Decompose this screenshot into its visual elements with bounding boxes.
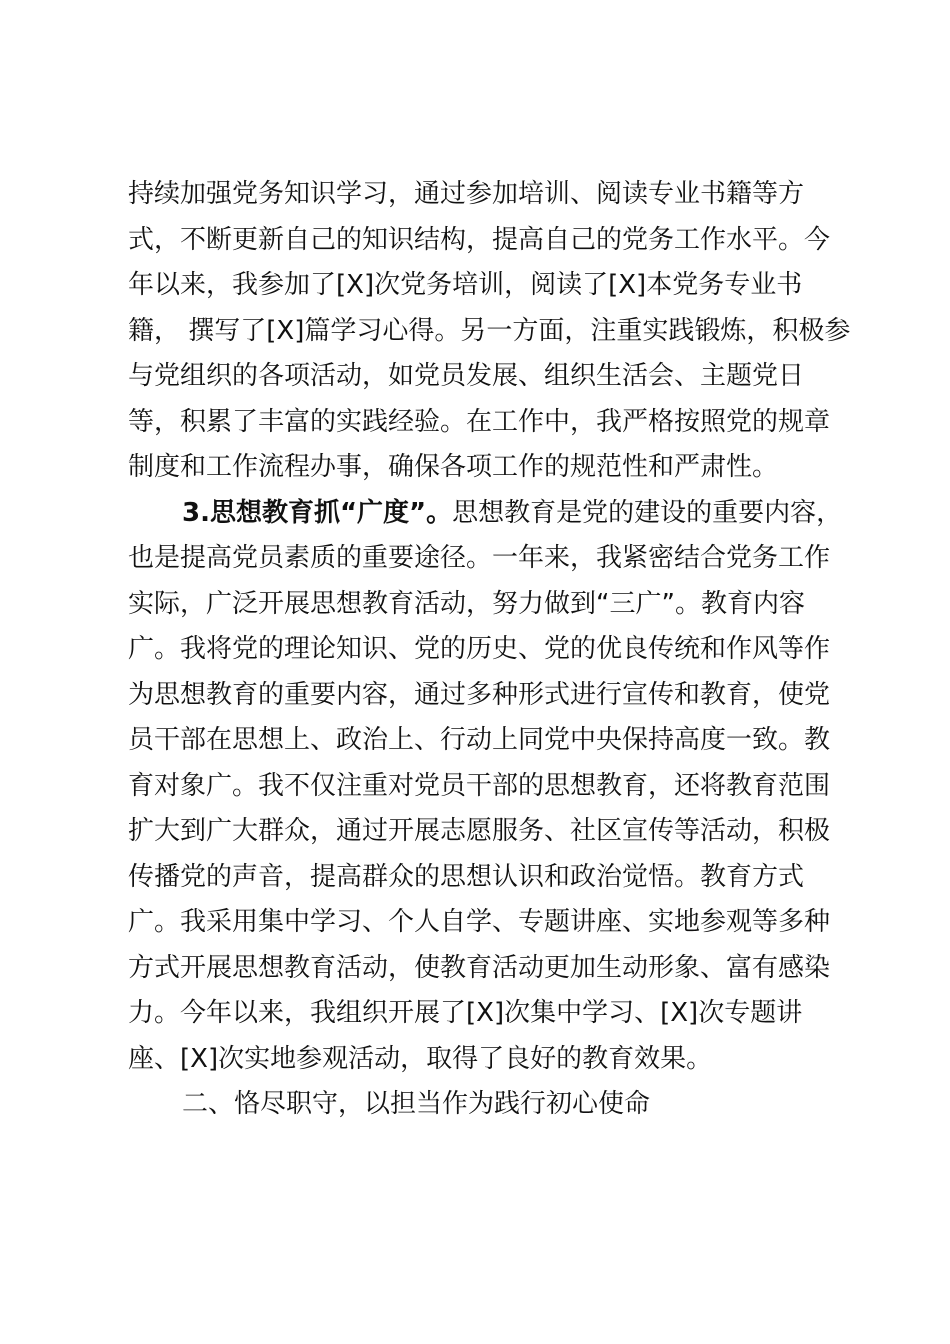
- text-line: 实际，广泛开展思想教育活动，努力做到“三广”。教育内容: [128, 588, 805, 619]
- section-heading: 二、恪尽职守，以担当作为践行初心使命: [182, 1089, 651, 1119]
- text-line: 也是提高党员素质的重要途径。一年来，我紧密结合党务工作: [128, 543, 831, 573]
- text-line: 广。我将党的理论知识、党的历史、党的优良传统和作风等作: [128, 634, 831, 664]
- text-line: 育对象广。我不仅注重对党员干部的思想教育，还将教育范围: [128, 770, 831, 801]
- text-line: 等，积累了丰富的实践经验。在工作中，我严格按照党的规章: [128, 406, 831, 437]
- paragraph-1: [128, 172, 851, 491]
- text-line: 为思想教育的重要内容，通过多种形式进行宣传和教育，使党: [128, 679, 831, 710]
- text-line: 扩大到广大群众，通过开展志愿服务、社区宣传等活动，积极: [128, 816, 831, 846]
- text-line: 方式开展思想教育活动，使教育活动更加生动形象、富有感染: [128, 952, 831, 983]
- paragraph-2: [128, 491, 843, 1083]
- paragraph-2-first-line: [128, 491, 843, 537]
- text-line: 制度和工作流程办事，确保各项工作的规范性和严肃性。: [128, 452, 779, 482]
- text-line: 座、[X]次实地参观活动，取得了良好的教育效果。: [128, 1043, 713, 1074]
- text-line: 持续加强党务知识学习，通过参加培训、阅读专业书籍等方: [128, 179, 805, 209]
- text-line: 力。今年以来，我组织开展了[X]次集中学习、[X]次专题讲: [128, 998, 803, 1028]
- text-segment: 思想教育是党的建设的重要内容，: [452, 497, 843, 528]
- document-body: [128, 172, 851, 1128]
- text-line: 式，不断更新自己的知识结构，提高自己的党务工作水平。今: [128, 224, 831, 255]
- text-line: 年以来，我参加了[X]次党务培训，阅读了[X]本党务专业书: [128, 270, 803, 300]
- text-line: 籍， 撰写了[X]篇学习心得。另一方面，注重实践锻炼，积极参: [128, 315, 851, 346]
- subsection-heading: 3.思想教育抓“广度”。: [182, 497, 453, 528]
- text-line: 与党组织的各项活动，如党员发展、组织生活会、主题党日: [128, 361, 805, 391]
- text-line: 员干部在思想上、政治上、行动上同党中央保持高度一致。教: [128, 725, 831, 755]
- text-line: 传播党的声音，提高群众的思想认识和政治觉悟。教育方式: [128, 861, 805, 892]
- text-line: 广。我采用集中学习、个人自学、专题讲座、实地参观等多种: [128, 907, 831, 937]
